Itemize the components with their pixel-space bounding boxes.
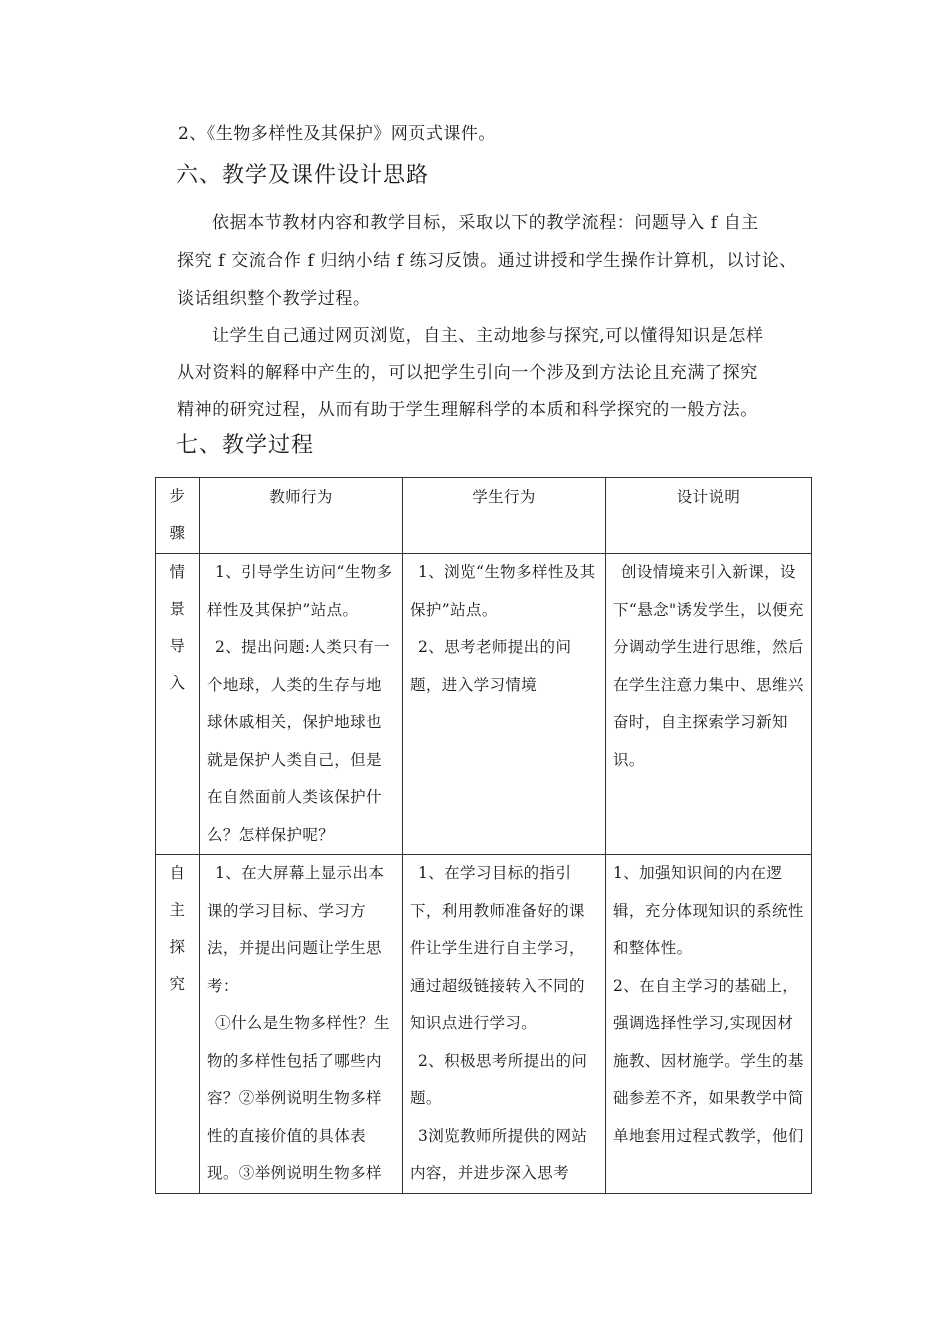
student-cell: 1、浏览“生物多样性及其保护”站点。 2、思考老师提出的问题，进入学习情境 [403, 554, 606, 855]
section-6-para1-line2: 探究 f 交流合作 f 归纳小结 f 练习反馈。通过讲授和学生操作计算机，以讨论、 [177, 251, 797, 271]
resource-line: 2、《生物多样性及其保护》网页式课件。 [178, 124, 496, 144]
student-cell: 1、在学习目标的指引下，利用教师准备好的课件让学生进行自主学习，通过超级链接转入不同的知识点进行学习。 2、积极思考所提出的问题。 3浏览教师所提供的网站内容，并进步深入思考 [403, 855, 606, 1194]
section-6-para2-line2: 从对资料的解释中产生的，可以把学生引向一个涉及到方法论且充满了探究 [177, 363, 758, 383]
section-6-para1-line1: 依据本节教材内容和教学目标，采取以下的教学流程：问题导入 f 自主 [212, 213, 759, 233]
teacher-cell: 1、在大屏幕上显示出本课的学习目标、学习方法，并提出问题让学生思考： ①什么是生物多样性？生物的多样性包括了哪些内容？②举例说明生物多样性的直接价值的具体表现。③举例说明生物多样 [200, 855, 403, 1194]
section-6-para2-line1: 让学生自己通过网页浏览，自主、主动地参与探究,可以懂得知识是怎样 [212, 326, 764, 346]
design-cell: 创设情境来引入新课，设下“悬念"诱发学生，以便充分调动学生进行思维，然后在学生注意力集中、思维兴奋时，自主探索学习新知识。 [606, 554, 812, 855]
step-cell: 情景导入 [156, 554, 200, 855]
teacher-cell: 1、引导学生访问“生物多样性及其保护”站点。 2、提出问题:人类只有一个地球，人类的生存与地球休戚相关，保护地球也就是保护人类自己，但是在自然面前人类该保护什么？怎样保护呢？ [200, 554, 403, 855]
table-row [156, 554, 812, 855]
section-6-para2-line3: 精神的研究过程，从而有助于学生理解科学的本质和科学探究的一般方法。 [177, 400, 758, 420]
section-6-para1-line3: 谈话组织整个教学过程。 [177, 289, 371, 309]
step-cell: 自主探究 [156, 855, 200, 1194]
header-design: 设计说明 [606, 478, 812, 554]
header-student: 学生行为 [403, 478, 606, 554]
table-header-row [156, 478, 812, 554]
design-cell: 1、加强知识间的内在逻辑，充分体现知识的系统性和整体性。 2、在自主学习的基础上，强调选择性学习,实现因材施教、因材施学。学生的基础参差不齐，如果教学中简单地套用过程式教学，他们 [606, 855, 812, 1194]
teaching-process-table [155, 477, 812, 1194]
section-7-heading: 七、教学过程 [176, 433, 315, 458]
header-teacher: 教师行为 [200, 478, 403, 554]
header-step: 步骤 [156, 478, 200, 554]
table-row [156, 855, 812, 1194]
section-6-heading: 六、教学及课件设计思路 [176, 163, 430, 188]
